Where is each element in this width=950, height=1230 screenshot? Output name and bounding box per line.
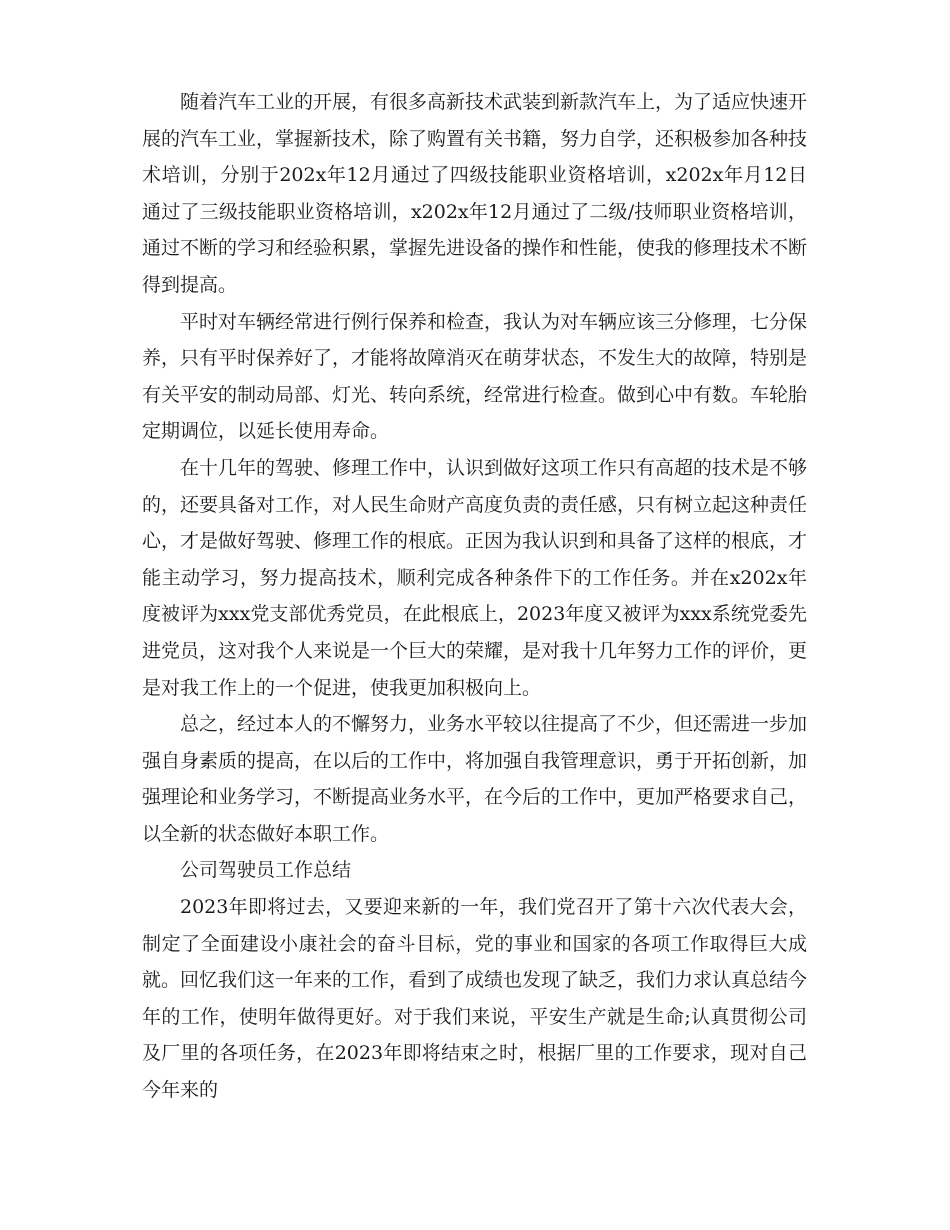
paragraph-training: 随着汽车工业的开展，有很多高新技术武装到新款汽车上，为了适应快速开展的汽车工业，掌握新技术，除了购置有关书籍，努力自学，还积极参加各种技术培训，分别于202x年12月通过了四级技能职业资格培训，x202x年月12日通过了三级技能职业资格培训，x202x年12月通过了二级/技师职业资格培训，通过不断的学习和经验积累，掌握先进设备的操作和性能，使我的修理技术不断得到提高。 — [142, 91, 808, 296]
paragraph-summary-intro: 2023年即将过去，又要迎来新的一年，我们党召开了第十六次代表大会，制定了全面建设小康社会的奋斗目标，党的事业和国家的各项工作取得巨大成就。回忆我们这一年来的工作，看到了成绩也发现了缺乏，我们力求认真总结今年的工作，使明年做得更好。对于我们来说，平安生产就是生命;认真贯彻公司及厂里的各项任务，在2023年即将结束之时，根据厂里的工作要求，现对自己今年来的 — [142, 896, 808, 1102]
paragraph-conclusion: 总之，经过本人的不懈努力，业务水平较以往提高了不少，但还需进一步加强自身素质的提高，在以后的工作中，将加强自我管理意识，勇于开拓创新，加强理论和业务学习，不断提高业务水平，在今后的工作中，更加严格要求自己，以全新的状态做好本职工作。 — [142, 713, 808, 845]
section-heading: 公司驾驶员工作总结 — [180, 859, 352, 882]
paragraph-maintenance: 平时对车辆经常进行例行保养和检查，我认为对车辆应该三分修理，七分保养，只有平时保养好了，才能将故障消灭在萌芽状态，不发生大的故障，特别是有关平安的制动局部、灯光、转向系统，经常进行检查。做到心中有数。车轮胎定期调位，以延长使用寿命。 — [142, 310, 808, 443]
document-body — [142, 84, 807, 1109]
paragraph-responsibility: 在十几年的驾驶、修理工作中，认识到做好这项工作只有高超的技术是不够的，还要具备对工作，对人民生命财产高度负责的责任感，只有树立起这种责任心，才是做好驾驶、修理工作的根底。正因为我认识到和具备了这样的根底，才能主动学习，努力提高技术，顺利完成各种条件下的工作任务。并在x202x年度被评为xxx党支部优秀党员，在此根底上，2023年度又被评为xxx系统党委先进党员，这对我个人来说是一个巨大的荣耀，是对我十几年努力工作的评价，更是对我工作上的一个促进，使我更加积极向上。 — [142, 456, 808, 699]
